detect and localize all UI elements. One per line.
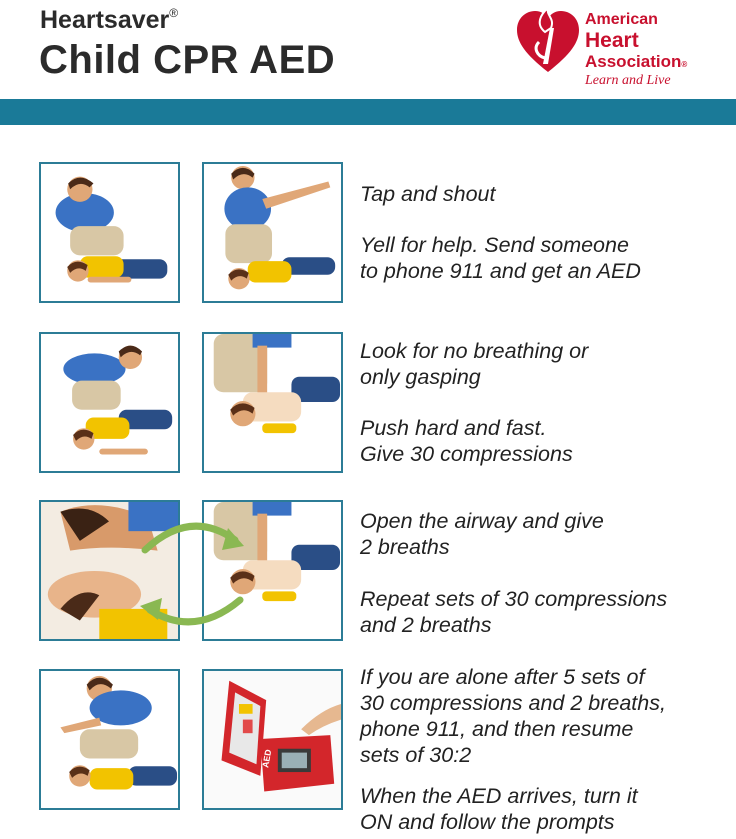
logo-line-american: American	[585, 11, 658, 28]
step-yell-for-help: Yell for help. Send someone to phone 911 and get an AED	[360, 233, 641, 283]
header-band	[0, 99, 736, 125]
step-push-hard: Push hard and fast. Give 30 compressions	[360, 416, 573, 466]
logo-line-association: Association®	[585, 52, 688, 71]
rescuer-looking-illustration	[41, 334, 178, 471]
step-aed-arrives: When the AED arrives, turn it ON and follow the prompts	[360, 784, 638, 834]
panel-phone-911	[39, 669, 180, 810]
step-phone-911: If you are alone after 5 sets of 30 compressions and 2 breaths, phone 911, and then resume sets of 30:2	[360, 665, 666, 767]
aha-logo	[515, 2, 725, 92]
logo-registered-mark: ®	[681, 60, 688, 69]
registered-mark: ®	[169, 5, 179, 20]
rescuer-tapping-illustration	[41, 164, 178, 301]
brand-title: Heartsaver®	[40, 5, 179, 34]
panel-shout-for-help	[202, 162, 343, 303]
aed-case-illustration	[204, 671, 341, 808]
panel-aed-device	[202, 669, 343, 810]
compressions-illustration	[204, 334, 341, 471]
rescuer-pointing-illustration	[204, 164, 341, 301]
panel-check-responsiveness	[39, 162, 180, 303]
panel-chest-compressions	[202, 332, 343, 473]
logo-line-heart: Heart	[585, 29, 639, 52]
course-title: Child CPR AED	[39, 38, 336, 82]
rescuer-phone-illustration	[41, 671, 178, 808]
step-tap-and-shout: Tap and shout	[360, 182, 496, 206]
panel-check-breathing	[39, 332, 180, 473]
step-repeat-sets: Repeat sets of 30 compressions and 2 breaths	[360, 587, 668, 637]
heart-torch-icon	[515, 2, 581, 76]
aed-device-label: AED	[260, 748, 274, 769]
logo-tagline: Learn and Live	[585, 73, 671, 88]
header	[0, 0, 736, 100]
step-check-breathing: Look for no breathing or only gasping	[360, 339, 589, 389]
logo-wordmark	[585, 9, 687, 75]
cycle-arrows-icon	[120, 510, 270, 640]
step-open-airway: Open the airway and give 2 breaths	[360, 509, 604, 559]
